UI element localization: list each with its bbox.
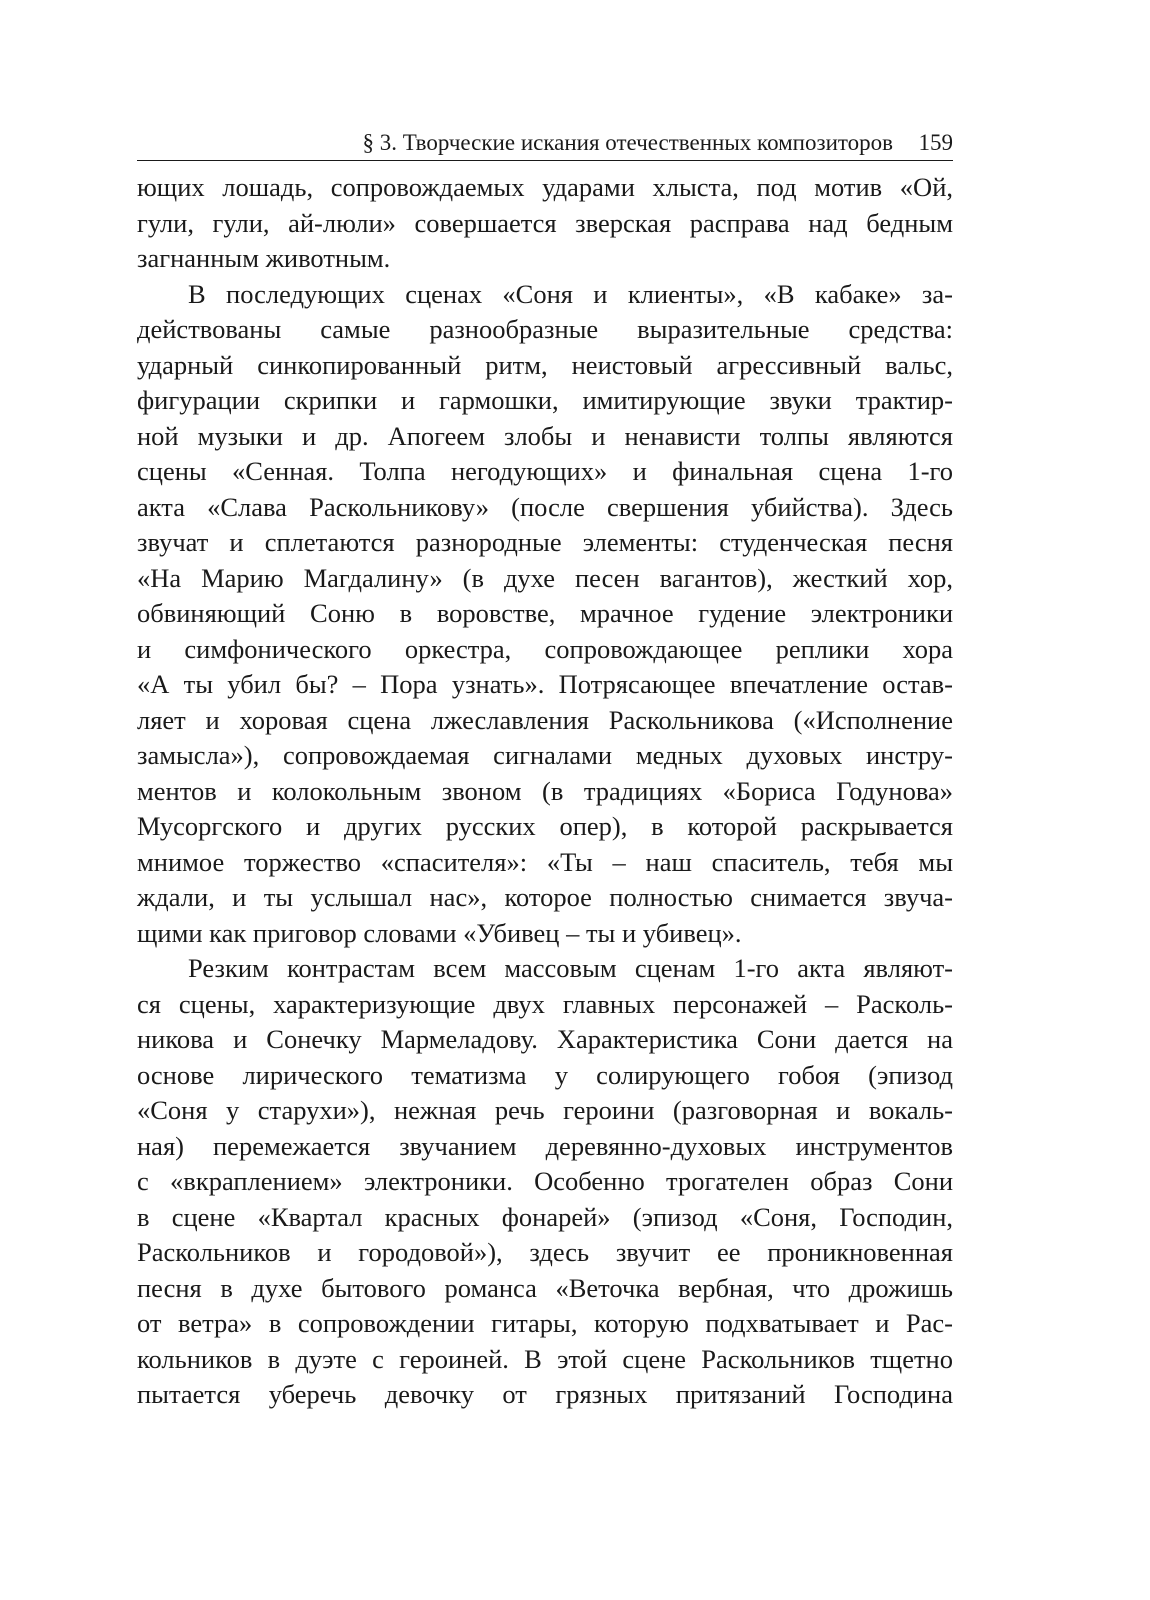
paragraph-3 [137, 951, 953, 1413]
text-line: с «вкраплением» электроники. Особенно трогателен образ Сони [137, 1166, 953, 1196]
text-line: ментов и колокольным звоном (в традициях «Бориса Годунова» [137, 775, 953, 806]
running-header [137, 126, 953, 160]
text-line: песня в духе бытового романса «Веточка вербная, что дрожишь [137, 1272, 953, 1303]
paragraph-1 [137, 170, 953, 277]
text-line: фигурации скрипки и гармошки, имитирующие звуки трактир- [137, 385, 953, 415]
text-line: В последующих сценах «Соня и клиенты», «В кабаке» за- [188, 278, 953, 309]
text-line: «Соня у старухи»), нежная речь героини (разговорная и вокаль- [137, 1095, 953, 1125]
text-line: ся сцены, характеризующие двух главных персонажей – Расколь- [137, 988, 953, 1019]
text-line: Раскольников и городовой»), здесь звучит ее проникновенная [137, 1237, 953, 1267]
text-line: «А ты убил бы? – Пора узнать». Потрясающее впечатление остав- [137, 669, 953, 699]
text-line: ляет и хоровая сцена лжеславления Раскольникова («Исполнение [137, 704, 953, 735]
text-line: действованы самые разнообразные выразительные средства: [137, 314, 953, 344]
header-rule [137, 160, 953, 161]
text-line: звучат и сплетаются разнородные элементы: студенческая песня [137, 527, 953, 557]
text-line: гули, гули, ай-люли» совершается зверская расправа над бедным [137, 207, 953, 238]
paragraph-2 [137, 277, 953, 952]
text-line: мнимое торжество «спасителя»: «Ты – наш спаситель, тебя мы [137, 846, 953, 877]
text-line: основе лирического тематизма у солирующего гобоя (эпизод [137, 1059, 953, 1090]
text-line: замысла»), сопровождаемая сигналами медных духовых инстру- [137, 740, 953, 770]
text-line: ждали, и ты услышал нас», которое полностью снимается звуча- [137, 882, 953, 912]
text-line: Резким контрастам всем массовым сценам 1-го акта являют- [188, 953, 953, 983]
text-line: кольников в дуэте с героиней. В этой сцене Раскольников тщетно [137, 1343, 953, 1374]
page-number: 159 [918, 130, 953, 155]
text-line: пытается уберечь девочку от грязных притязаний Господина [137, 1379, 953, 1409]
text-line: загнанным животным. [137, 243, 391, 273]
section-title: § 3. Творческие искания отечественных композиторов [362, 130, 893, 155]
text-line: Мусоргского и других русских опер), в которой раскрывается [137, 811, 953, 841]
text-line: «На Марию Магдалину» (в духе песен вагантов), жесткий хор, [137, 562, 953, 593]
text-line: обвиняющий Соню в воровстве, мрачное гудение электроники [137, 598, 953, 628]
text-line: акта «Слава Раскольникову» (после свершения убийства). Здесь [137, 491, 953, 522]
body-text [137, 170, 953, 1413]
text-line: ная) перемежается звучанием деревянно-духовых инструментов [137, 1130, 953, 1161]
text-line: в сцене «Квартал красных фонарей» (эпизод «Соня, Господин, [137, 1201, 953, 1232]
text-line: сцены «Сенная. Толпа негодующих» и финальная сцена 1-го [137, 456, 953, 486]
text-line: ударный синкопированный ритм, неистовый агрессивный вальс, [137, 349, 953, 380]
text-line: ющих лошадь, сопровождаемых ударами хлыста, под мотив «Ой, [137, 172, 953, 202]
text-line: ной музыки и др. Апогеем злобы и ненависти толпы являются [137, 420, 953, 451]
text-line: щими как приговор словами «Убивец – ты и убивец». [137, 917, 742, 948]
text-line: и симфонического оркестра, сопровождающее реплики хора [137, 633, 953, 664]
text-line: никова и Сонечку Мармеладову. Характеристика Сони дается на [137, 1024, 953, 1054]
text-line: от ветра» в сопровождении гитары, которую подхватывает и Рас- [137, 1308, 953, 1338]
